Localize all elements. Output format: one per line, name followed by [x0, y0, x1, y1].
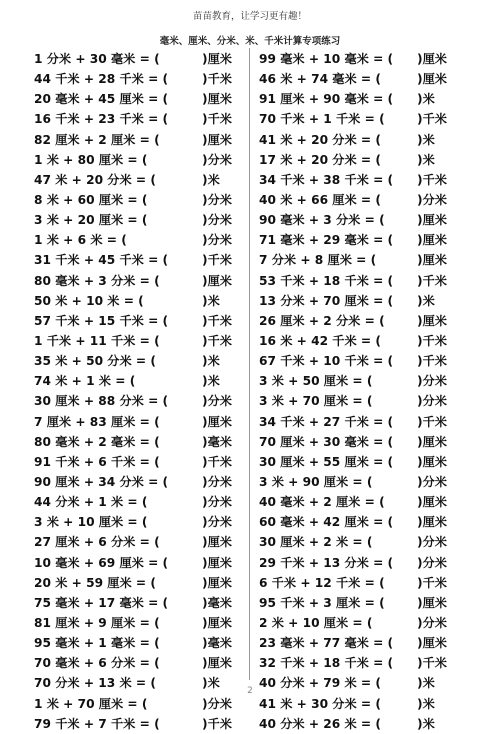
exercise-row [34, 69, 256, 89]
exercise-question: 70 千米 + 1 千米 = ( [259, 112, 385, 127]
exercise-row [34, 210, 256, 230]
answer-unit: )米 [417, 92, 435, 107]
exercise-row [34, 391, 256, 411]
exercise-row [34, 553, 256, 573]
exercise-question: 34 千米 + 38 千米 = ( [259, 172, 394, 187]
exercise-row [259, 553, 481, 573]
exercise-row [34, 412, 256, 432]
exercise-question: 1 米 + 6 米 = ( [34, 233, 127, 248]
exercise-row [259, 532, 481, 552]
exercise-row [259, 472, 481, 492]
answer-unit: )米 [202, 172, 220, 187]
exercise-question: 74 米 + 1 米 = ( [34, 374, 136, 389]
answer-unit: )厘米 [202, 414, 232, 429]
answer-unit: )千米 [202, 112, 232, 127]
exercise-row [34, 109, 256, 129]
exercise-question: 8 米 + 60 厘米 = ( [34, 192, 148, 207]
exercise-row [259, 291, 481, 311]
answer-unit: )千米 [417, 112, 447, 127]
answer-unit: )米 [417, 676, 435, 691]
exercise-row [34, 291, 256, 311]
answer-unit: )厘米 [202, 92, 232, 107]
answer-unit: )千米 [202, 72, 232, 87]
exercise-row [259, 573, 481, 593]
answer-unit: )分米 [202, 394, 232, 409]
answer-unit: )分米 [417, 192, 447, 207]
answer-unit: )厘米 [202, 273, 232, 288]
exercise-row [34, 351, 256, 371]
answer-unit: )分米 [417, 555, 447, 570]
exercise-row [34, 714, 256, 734]
exercise-question: 95 毫米 + 1 毫米 = ( [34, 636, 160, 651]
exercise-question: 91 千米 + 6 千米 = ( [34, 454, 160, 469]
exercise-question: 46 米 + 74 毫米 = ( [259, 72, 381, 87]
exercise-question: 95 千米 + 3 厘米 = ( [259, 595, 385, 610]
exercise-row [259, 250, 481, 270]
answer-unit: )米 [417, 696, 435, 711]
left-column [34, 49, 256, 734]
exercise-question: 31 千米 + 45 千米 = ( [34, 253, 169, 268]
answer-unit: )分米 [202, 152, 232, 167]
answer-unit: )米 [202, 374, 220, 389]
answer-unit: )厘米 [202, 615, 232, 630]
exercise-row [259, 230, 481, 250]
exercise-row [259, 69, 481, 89]
exercise-question: 57 千米 + 15 千米 = ( [34, 313, 169, 328]
exercise-row [34, 130, 256, 150]
answer-unit: )米 [202, 676, 220, 691]
answer-unit: )分米 [202, 233, 232, 248]
answer-unit: )厘米 [202, 535, 232, 550]
exercise-row [259, 150, 481, 170]
exercise-row [34, 311, 256, 331]
exercise-row [259, 432, 481, 452]
answer-unit: )厘米 [417, 72, 447, 87]
exercise-row [259, 170, 481, 190]
exercise-row [34, 89, 256, 109]
exercise-question: 20 毫米 + 45 厘米 = ( [34, 92, 169, 107]
exercise-row [259, 613, 481, 633]
exercise-question: 47 米 + 20 分米 = ( [34, 172, 156, 187]
exercise-question: 20 米 + 59 厘米 = ( [34, 575, 156, 590]
answer-unit: )千米 [417, 333, 447, 348]
answer-unit: )千米 [417, 414, 447, 429]
exercise-row [34, 49, 256, 69]
page-number: 2 [247, 686, 253, 696]
exercise-row [34, 492, 256, 512]
exercise-question: 3 米 + 50 厘米 = ( [259, 374, 373, 389]
answer-unit: )分米 [202, 515, 232, 530]
exercise-row [259, 190, 481, 210]
exercise-question: 90 毫米 + 3 分米 = ( [259, 213, 385, 228]
answer-unit: )分米 [202, 495, 232, 510]
answer-unit: )厘米 [417, 636, 447, 651]
worksheet-title: 毫米、厘米、分米、米、千米计算专项练习 [159, 36, 341, 47]
exercise-row [259, 653, 481, 673]
exercise-row [259, 593, 481, 613]
exercise-row [34, 593, 256, 613]
answer-unit: )分米 [202, 192, 232, 207]
answer-unit: )米 [417, 152, 435, 167]
exercise-question: 29 千米 + 13 分米 = ( [259, 555, 394, 570]
exercise-question: 44 分米 + 1 米 = ( [34, 495, 148, 510]
page-header: 苗苗教育，让学习更有趣！ [192, 11, 307, 22]
exercise-row [34, 250, 256, 270]
answer-unit: )千米 [417, 273, 447, 288]
answer-unit: )厘米 [202, 555, 232, 570]
exercise-row [34, 190, 256, 210]
answer-unit: )米 [417, 716, 435, 731]
answer-unit: )厘米 [202, 575, 232, 590]
exercise-question: 40 米 + 66 厘米 = ( [259, 192, 381, 207]
exercise-question: 60 毫米 + 42 厘米 = ( [259, 515, 394, 530]
exercise-row [259, 351, 481, 371]
exercise-row [34, 512, 256, 532]
answer-unit: )米 [417, 132, 435, 147]
exercise-question: 30 厘米 + 55 厘米 = ( [259, 454, 394, 469]
answer-unit: )千米 [202, 454, 232, 469]
exercise-question: 27 厘米 + 6 分米 = ( [34, 535, 160, 550]
answer-unit: )厘米 [417, 253, 447, 268]
answer-unit: )厘米 [417, 515, 447, 530]
answer-unit: )厘米 [417, 52, 447, 66]
answer-unit: )厘米 [417, 454, 447, 469]
exercise-question: 23 毫米 + 77 毫米 = ( [259, 636, 394, 651]
answer-unit: )厘米 [417, 434, 447, 449]
exercise-row [259, 412, 481, 432]
exercise-question: 40 分米 + 26 米 = ( [259, 716, 381, 731]
answer-unit: )千米 [417, 575, 447, 590]
exercise-row [34, 694, 256, 714]
answer-unit: )厘米 [417, 595, 447, 610]
exercise-question: 67 千米 + 10 千米 = ( [259, 354, 394, 369]
exercise-row [259, 371, 481, 391]
exercise-question: 16 米 + 42 千米 = ( [259, 333, 381, 348]
exercise-row [34, 472, 256, 492]
exercise-row [259, 452, 481, 472]
exercise-question: 40 毫米 + 2 厘米 = ( [259, 495, 385, 510]
exercise-question: 3 米 + 90 厘米 = ( [259, 474, 373, 489]
exercise-question: 13 分米 + 70 厘米 = ( [259, 293, 394, 308]
exercise-row [259, 694, 481, 714]
exercise-row [34, 452, 256, 472]
answer-unit: )毫米 [202, 636, 232, 651]
exercise-row [34, 613, 256, 633]
exercise-question: 3 米 + 70 厘米 = ( [259, 394, 373, 409]
exercise-question: 26 厘米 + 2 分米 = ( [259, 313, 385, 328]
exercise-question: 16 千米 + 23 千米 = ( [34, 112, 169, 127]
answer-unit: )分米 [417, 474, 447, 489]
exercise-row [259, 109, 481, 129]
exercise-question: 50 米 + 10 米 = ( [34, 293, 144, 308]
answer-unit: )分米 [417, 615, 447, 630]
exercise-row [259, 49, 481, 69]
answer-unit: )分米 [417, 394, 447, 409]
answer-unit: )分米 [202, 474, 232, 489]
exercise-row [259, 331, 481, 351]
answer-unit: )厘米 [417, 233, 447, 248]
exercise-row [259, 271, 481, 291]
exercise-question: 1 千米 + 11 千米 = ( [34, 333, 160, 348]
answer-unit: )厘米 [417, 213, 447, 228]
exercise-question: 10 毫米 + 69 厘米 = ( [34, 555, 169, 570]
exercise-question: 80 毫米 + 3 分米 = ( [34, 273, 160, 288]
exercise-question: 70 厘米 + 30 毫米 = ( [259, 434, 394, 449]
exercise-question: 90 厘米 + 34 分米 = ( [34, 474, 169, 489]
exercise-question: 30 厘米 + 2 米 = ( [259, 535, 373, 550]
right-column [259, 49, 481, 734]
answer-unit: )米 [202, 293, 220, 308]
exercise-row [259, 210, 481, 230]
exercise-row [34, 432, 256, 452]
exercise-question: 41 米 + 30 分米 = ( [259, 696, 381, 711]
exercise-row [259, 130, 481, 150]
exercise-question: 71 毫米 + 29 毫米 = ( [259, 233, 394, 248]
exercise-question: 40 分米 + 79 米 = ( [259, 676, 381, 691]
exercise-row [259, 633, 481, 653]
answer-unit: )分米 [417, 374, 447, 389]
answer-unit: )分米 [417, 535, 447, 550]
exercise-question: 6 千米 + 12 千米 = ( [259, 575, 385, 590]
exercise-question: 99 毫米 + 10 毫米 = ( [259, 52, 394, 66]
answer-unit: )千米 [417, 354, 447, 369]
exercise-question: 1 米 + 70 厘米 = ( [34, 696, 148, 711]
exercise-row [34, 331, 256, 351]
answer-unit: )分米 [202, 213, 232, 228]
exercise-row [259, 89, 481, 109]
exercise-question: 7 分米 + 8 厘米 = ( [259, 253, 377, 268]
answer-unit: )千米 [202, 333, 232, 348]
answer-unit: )千米 [202, 313, 232, 328]
answer-unit: )毫米 [202, 434, 232, 449]
answer-unit: )厘米 [202, 52, 232, 66]
exercise-question: 70 毫米 + 6 分米 = ( [34, 656, 160, 671]
answer-unit: )千米 [202, 253, 232, 268]
exercise-question: 32 千米 + 18 千米 = ( [259, 656, 394, 671]
answer-unit: )千米 [202, 716, 232, 731]
answer-unit: )厘米 [202, 656, 232, 671]
exercise-row [34, 230, 256, 250]
answer-unit: )厘米 [417, 313, 447, 328]
exercise-row [34, 371, 256, 391]
answer-unit: )毫米 [202, 595, 232, 610]
exercise-question: 91 厘米 + 90 毫米 = ( [259, 92, 394, 107]
exercise-row [34, 653, 256, 673]
exercise-question: 80 毫米 + 2 毫米 = ( [34, 434, 160, 449]
exercise-question: 79 千米 + 7 千米 = ( [34, 716, 160, 731]
exercise-question: 41 米 + 20 分米 = ( [259, 132, 381, 147]
exercise-question: 3 米 + 10 厘米 = ( [34, 515, 148, 530]
exercise-question: 17 米 + 20 分米 = ( [259, 152, 381, 167]
exercise-question: 53 千米 + 18 千米 = ( [259, 273, 394, 288]
answer-unit: )厘米 [202, 132, 232, 147]
exercise-row [34, 170, 256, 190]
exercise-question: 7 厘米 + 83 厘米 = ( [34, 414, 160, 429]
exercise-question: 35 米 + 50 分米 = ( [34, 354, 156, 369]
answer-unit: )米 [417, 293, 435, 308]
exercise-row [34, 633, 256, 653]
exercise-question: 81 厘米 + 9 厘米 = ( [34, 615, 160, 630]
exercise-row [259, 714, 481, 734]
exercise-question: 82 厘米 + 2 厘米 = ( [34, 132, 160, 147]
answer-unit: )米 [202, 354, 220, 369]
answer-unit: )千米 [417, 656, 447, 671]
exercise-row [34, 271, 256, 291]
answer-unit: )厘米 [417, 495, 447, 510]
exercise-row [259, 512, 481, 532]
exercise-row [259, 391, 481, 411]
exercise-row [34, 532, 256, 552]
exercise-question: 2 米 + 10 厘米 = ( [259, 615, 373, 630]
exercise-question: 1 米 + 80 厘米 = ( [34, 152, 148, 167]
exercise-row [259, 311, 481, 331]
exercise-question: 1 分米 + 30 毫米 = ( [34, 52, 160, 66]
exercise-question: 30 厘米 + 88 分米 = ( [34, 394, 169, 409]
exercise-question: 44 千米 + 28 千米 = ( [34, 72, 169, 87]
exercise-question: 3 米 + 20 厘米 = ( [34, 213, 148, 228]
answer-unit: )千米 [417, 172, 447, 187]
exercise-question: 70 分米 + 13 米 = ( [34, 676, 156, 691]
exercise-row [34, 150, 256, 170]
answer-unit: )分米 [202, 696, 232, 711]
exercise-question: 75 毫米 + 17 毫米 = ( [34, 595, 169, 610]
exercise-row [34, 573, 256, 593]
exercise-row [259, 492, 481, 512]
exercise-question: 34 千米 + 27 千米 = ( [259, 414, 394, 429]
